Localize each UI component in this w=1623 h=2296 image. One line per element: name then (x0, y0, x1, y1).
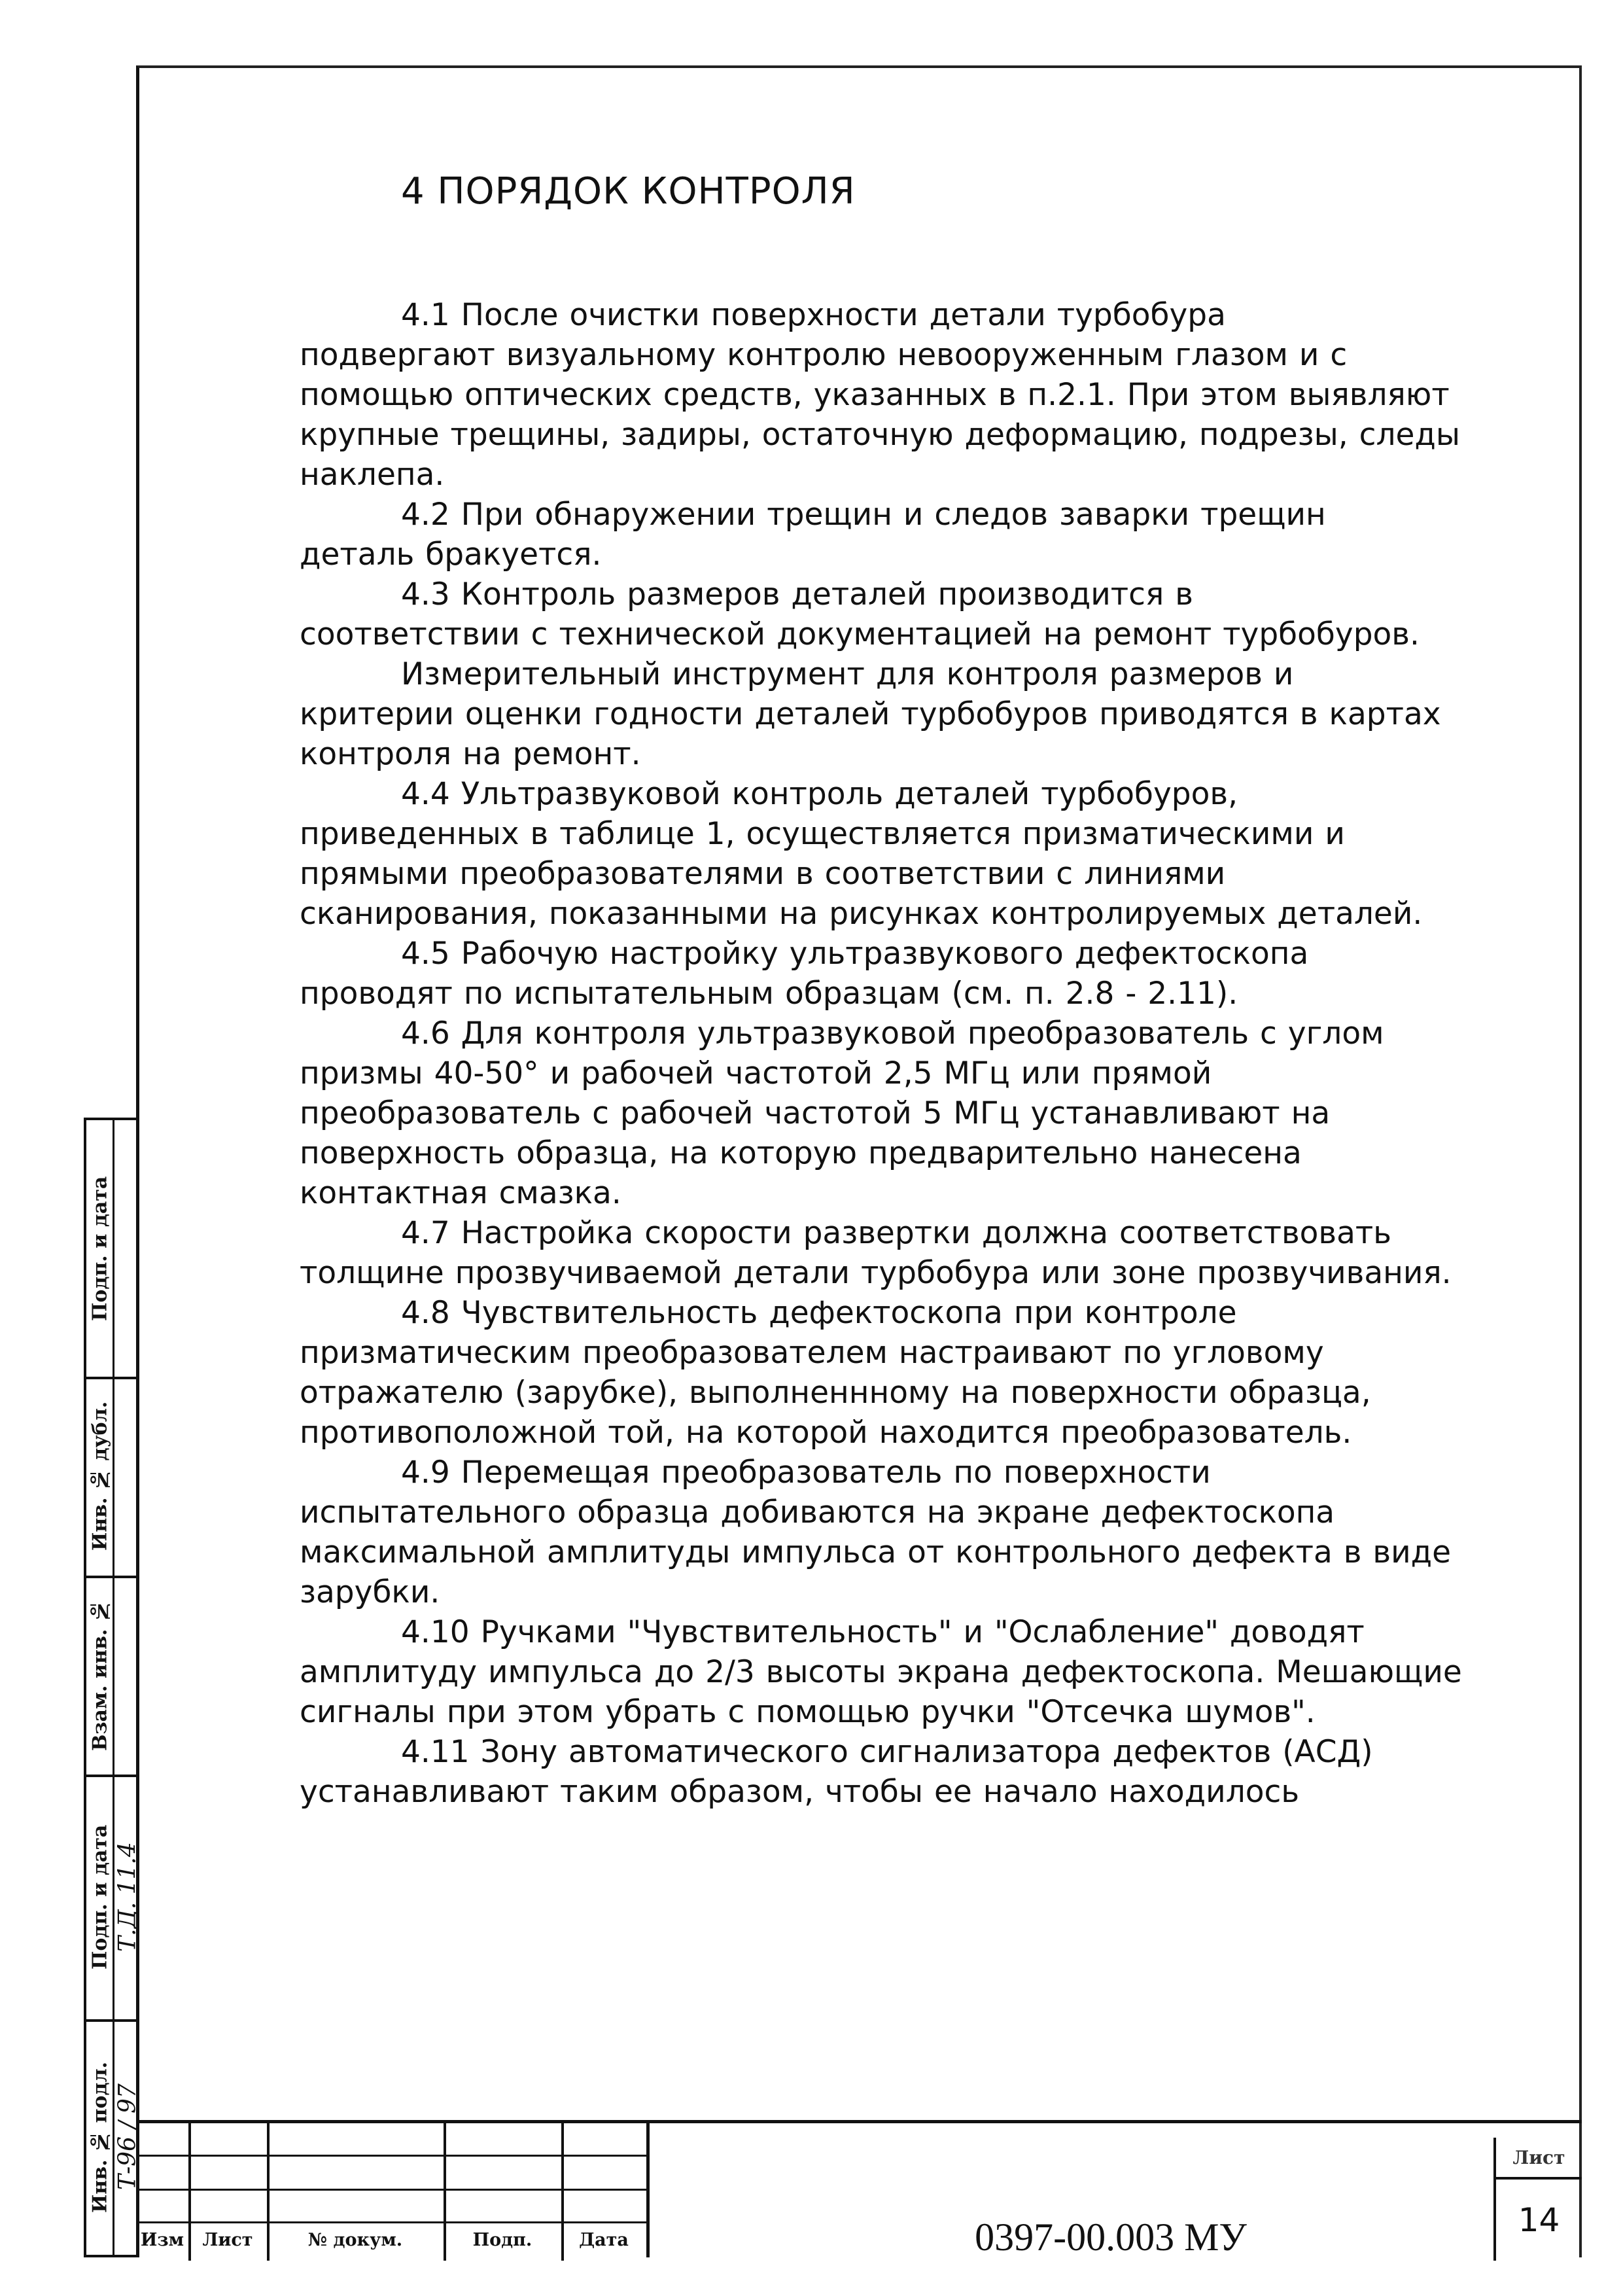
sheet-number: 14 (1518, 2201, 1560, 2239)
paragraph-text: проводят по испытательным образцам (см. п. 2.8 - 2.11). (300, 976, 1238, 1012)
paragraph (300, 774, 1471, 934)
paragraph-text: призматическим преобразователем настраивают по угловому отражателю (зарубке), выполненнному на поверхности образца, противоположной той, на которой находится преобразователь. (300, 1335, 1371, 1451)
paragraph-text: приведенных в таблице 1, осуществляется призматическими и прямыми преобразователями в соответствии с линиями сканирования, показанными на рисунках контролируемых деталей. (300, 816, 1423, 932)
paragraph-text: толщине прозвучиваемой детали турбобура или зоне прозвучивания. (300, 1255, 1452, 1291)
paragraph-text: деталь бракуется. (300, 537, 602, 573)
paragraph-lead: 4.9 Перемещая преобразователь по поверхности (401, 1455, 1211, 1491)
sheet-box (1493, 2138, 1582, 2261)
paragraph (300, 1732, 1471, 1812)
header-date: Дата (579, 2229, 629, 2250)
paragraph-lead: 4.2 При обнаружении трещин и следов заварки трещин (401, 497, 1326, 533)
paragraph-lead: 4.6 Для контроля ультразвуковой преобразователь с углом (401, 1016, 1384, 1051)
paragraph-lead: 4.4 Ультразвуковой контроль деталей турбобуров, (401, 776, 1238, 812)
paragraph (300, 654, 1471, 774)
paragraph (300, 495, 1471, 574)
paragraph-list (300, 295, 1471, 1812)
paragraph-lead: 4.10 Ручками "Чувствительность" и "Ослабление" доводят (401, 1614, 1365, 1650)
paragraph-lead: 4.1 После очистки поверхности детали турбобура (401, 297, 1226, 333)
paragraph-lead: 4.5 Рабочую настройку ультразвукового дефектоскопа (401, 936, 1309, 972)
paragraph-lead: 4.7 Настройка скорости развертки должна соответствовать (401, 1215, 1391, 1251)
strip-label-sign-date: Подп. и дата (88, 1176, 112, 1321)
handwritten-inventory-number: Т-96 / 97 (114, 2083, 141, 2191)
revision-row-line (136, 2189, 646, 2191)
revision-table (136, 2123, 646, 2261)
paragraph (300, 1014, 1471, 1213)
document-body (300, 170, 1471, 1812)
paragraph-text: амплитуду импульса до 2/3 высоты экрана дефектоскопа. Мешающие сигналы при этом убрать с помощью ручки "Отсечка шумов". (300, 1654, 1462, 1730)
paragraph-text: критерии оценки годности деталей турбобуров приводятся в картах контроля на ремонт. (300, 696, 1441, 772)
paragraph (300, 1612, 1471, 1732)
paragraph-text: устанавливают таким образом, чтобы ее начало находилось (300, 1774, 1300, 1810)
paragraph (300, 934, 1471, 1014)
paragraph (300, 574, 1471, 654)
header-signature: Подп. (472, 2229, 532, 2250)
paragraph (300, 1453, 1471, 1612)
paragraph-text: призмы 40-50° и рабочей частотой 2,5 МГц или прямой преобразователь с рабочей частотой 5 МГц устанавливают на поверхность образца, на которую предварительно нанесена контактная смазка. (300, 1055, 1331, 1211)
header-doc-number: № докум. (307, 2229, 403, 2250)
title-block (136, 2120, 1582, 2257)
header-change: Изм (140, 2229, 184, 2250)
handwritten-signature-date: Т.Д. 11.4 (114, 1842, 141, 1952)
paragraph (300, 295, 1471, 495)
document-code: 0397-00.003 МУ (975, 2216, 1247, 2259)
sheet-label: Лист (1496, 2138, 1582, 2180)
strip-label-sign-date-2: Подп. и дата (88, 1824, 112, 1969)
title-block-divider (646, 2123, 650, 2257)
section-heading: 4 ПОРЯДОК КОНТРОЛЯ (401, 170, 856, 213)
strip-label-replace-inv: Взам. инв. № (88, 1599, 112, 1751)
paragraph-lead: Измерительный инструмент для контроля размеров и (401, 656, 1294, 692)
paragraph-text: соответствии с технической документацией на ремонт турбобуров. (300, 616, 1420, 652)
revision-row-line (136, 2155, 646, 2157)
paragraph-lead: 4.11 Зону автоматического сигнализатора дефектов (АСД) (401, 1734, 1373, 1770)
header-sheet: Лист (202, 2229, 253, 2250)
strip-label-orig-inv: Инв. № подл. (88, 2061, 112, 2213)
strip-label-dup-inv: Инв. № дубл. (88, 1401, 112, 1551)
margin-strip (84, 1118, 139, 2257)
paragraph-lead: 4.8 Чувствительность дефектоскопа при контроле (401, 1295, 1237, 1331)
paragraph-text: подвергают визуальному контролю невооруженным глазом и с помощью оптических средств, указанных в п.2.1. При этом выявляют крупные трещины, задиры, остаточную деформацию, подрезы, следы наклепа. (300, 337, 1461, 493)
paragraph-text: испытательного образца добиваются на экране дефектоскопа максимальной амплитуды импульса от контрольного дефекта в виде зарубки. (300, 1494, 1452, 1610)
paragraph (300, 1293, 1471, 1453)
paragraph-lead: 4.3 Контроль размеров деталей производится в (401, 576, 1193, 612)
paragraph (300, 1213, 1471, 1293)
